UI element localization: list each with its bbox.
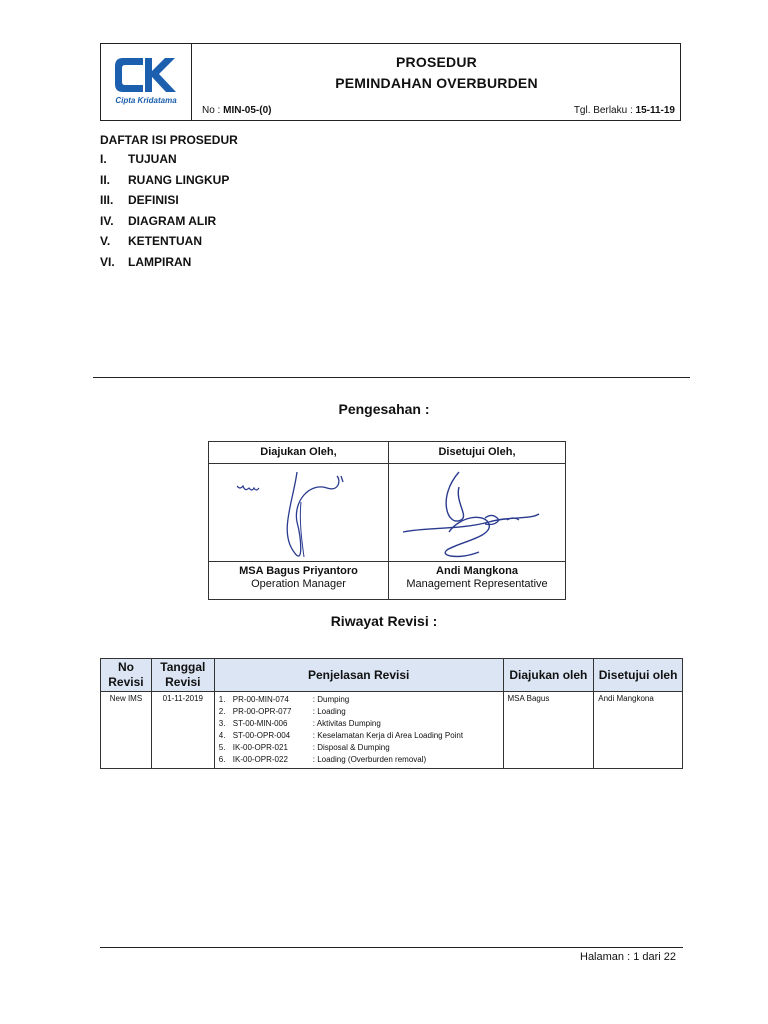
- doc-number: [202, 105, 271, 116]
- page-number: Halaman : 1 dari 22: [580, 951, 676, 963]
- doc-title-line1: PROSEDUR: [396, 54, 477, 70]
- cell-disetujui: Andi Mangkona: [594, 692, 683, 769]
- company-logo: [101, 44, 192, 120]
- effective-date-value: 15-11-19: [635, 105, 675, 116]
- cell-no-revisi: New IMS: [101, 692, 152, 769]
- col-header-diajukan: Diajukan oleh: [503, 659, 594, 692]
- list-item: [219, 706, 499, 718]
- approved-by-header: Disetujui Oleh,: [438, 446, 516, 458]
- item-code: PR-00-MIN-074: [232, 695, 289, 704]
- doc-title-line2: PEMINDAHAN OVERBURDEN: [335, 75, 538, 91]
- table-of-contents: [100, 133, 238, 275]
- revision-items: [219, 694, 499, 766]
- col-header-tanggal-revisi: Tanggal Revisi: [151, 659, 214, 692]
- submitter-name: MSA Bagus Priyantoro: [239, 565, 358, 577]
- item-desc: : Aktivitas Dumping: [312, 719, 381, 728]
- toc-item-label: DIAGRAM ALIR: [128, 213, 217, 228]
- toc-item-label: DEFINISI: [128, 193, 179, 207]
- toc-item: [100, 173, 238, 194]
- item-index: 6.: [218, 755, 226, 764]
- cell-diajukan: MSA Bagus: [503, 692, 594, 769]
- submitted-by-column: [209, 442, 389, 599]
- approved-by-column: [389, 442, 565, 599]
- section-divider: [93, 377, 690, 378]
- toc-item-number: V.: [100, 234, 111, 248]
- company-name: Cipta Kridatama: [115, 96, 177, 105]
- toc-item-number: III.: [100, 193, 114, 207]
- list-item: [219, 742, 499, 754]
- toc-heading: DAFTAR ISI PROSEDUR: [100, 133, 238, 147]
- toc-item: [100, 234, 238, 255]
- item-desc: : Loading: [312, 707, 346, 716]
- table-row: [101, 692, 683, 769]
- item-index: 4.: [218, 731, 226, 740]
- toc-item: [100, 255, 238, 276]
- col-header-disetujui: Disetujui oleh: [594, 659, 683, 692]
- approval-title: Pengesahan :: [338, 401, 430, 417]
- toc-item-number: II.: [100, 172, 111, 187]
- list-item: [219, 718, 499, 730]
- item-desc: : Keselamatan Kerja di Area Loading Point: [312, 731, 464, 740]
- toc-item: [100, 214, 238, 235]
- toc-item-label: RUANG LINGKUP: [128, 172, 230, 187]
- toc-item-label: KETENTUAN: [128, 234, 202, 248]
- effective-date: [574, 105, 675, 116]
- submitted-by-header: Diajukan Oleh,: [260, 446, 337, 458]
- effective-date-label: Tgl. Berlaku :: [573, 105, 636, 116]
- cell-tanggal-revisi: 01-11-2019: [151, 692, 214, 769]
- item-desc: : Disposal & Dumping: [312, 743, 390, 752]
- col-header-no-revisi: No Revisi: [101, 659, 152, 692]
- item-index: 5.: [218, 743, 226, 752]
- toc-item-number: IV.: [100, 213, 114, 228]
- item-code: PR-00-OPR-077: [232, 707, 292, 716]
- item-code: ST-00-MIN-006: [232, 719, 288, 728]
- col-header-penjelasan: Penjelasan Revisi: [214, 659, 503, 692]
- list-item: [219, 730, 499, 742]
- submitter-role: Operation Manager: [251, 578, 346, 590]
- doc-number-value: MIN-05-(0): [223, 105, 272, 116]
- toc-item: [100, 193, 238, 214]
- logo-graphic: [101, 44, 191, 120]
- toc-item-label: LAMPIRAN: [128, 254, 192, 269]
- signature-table: [208, 441, 566, 600]
- toc-item-number: VI.: [100, 254, 115, 269]
- revision-history-title: Riwayat Revisi :: [330, 613, 438, 629]
- doc-number-label: No :: [202, 105, 224, 116]
- document-header: [100, 43, 681, 121]
- list-item: [219, 754, 499, 766]
- revision-table-header: [101, 659, 683, 692]
- toc-item: [100, 152, 238, 173]
- approver-name: Andi Mangkona: [436, 565, 518, 577]
- item-code: ST-00-OPR-004: [232, 731, 291, 740]
- toc-item-label: TUJUAN: [128, 152, 177, 166]
- item-index: 3.: [218, 719, 226, 728]
- item-desc: : Loading (Overburden removal): [312, 755, 427, 764]
- item-desc: : Dumping: [312, 695, 350, 704]
- title-area: [192, 44, 681, 120]
- item-index: 1.: [218, 695, 226, 704]
- toc-item-number: I.: [100, 152, 107, 166]
- item-code: IK-00-OPR-022: [232, 755, 288, 764]
- item-index: 2.: [218, 707, 226, 716]
- revision-table: [100, 658, 683, 769]
- signature-divider: [209, 561, 565, 562]
- cell-penjelasan: [214, 692, 503, 769]
- footer-divider: [100, 947, 683, 948]
- item-code: IK-00-OPR-021: [232, 743, 288, 752]
- list-item: [219, 694, 499, 706]
- approver-role: Management Representative: [406, 578, 548, 590]
